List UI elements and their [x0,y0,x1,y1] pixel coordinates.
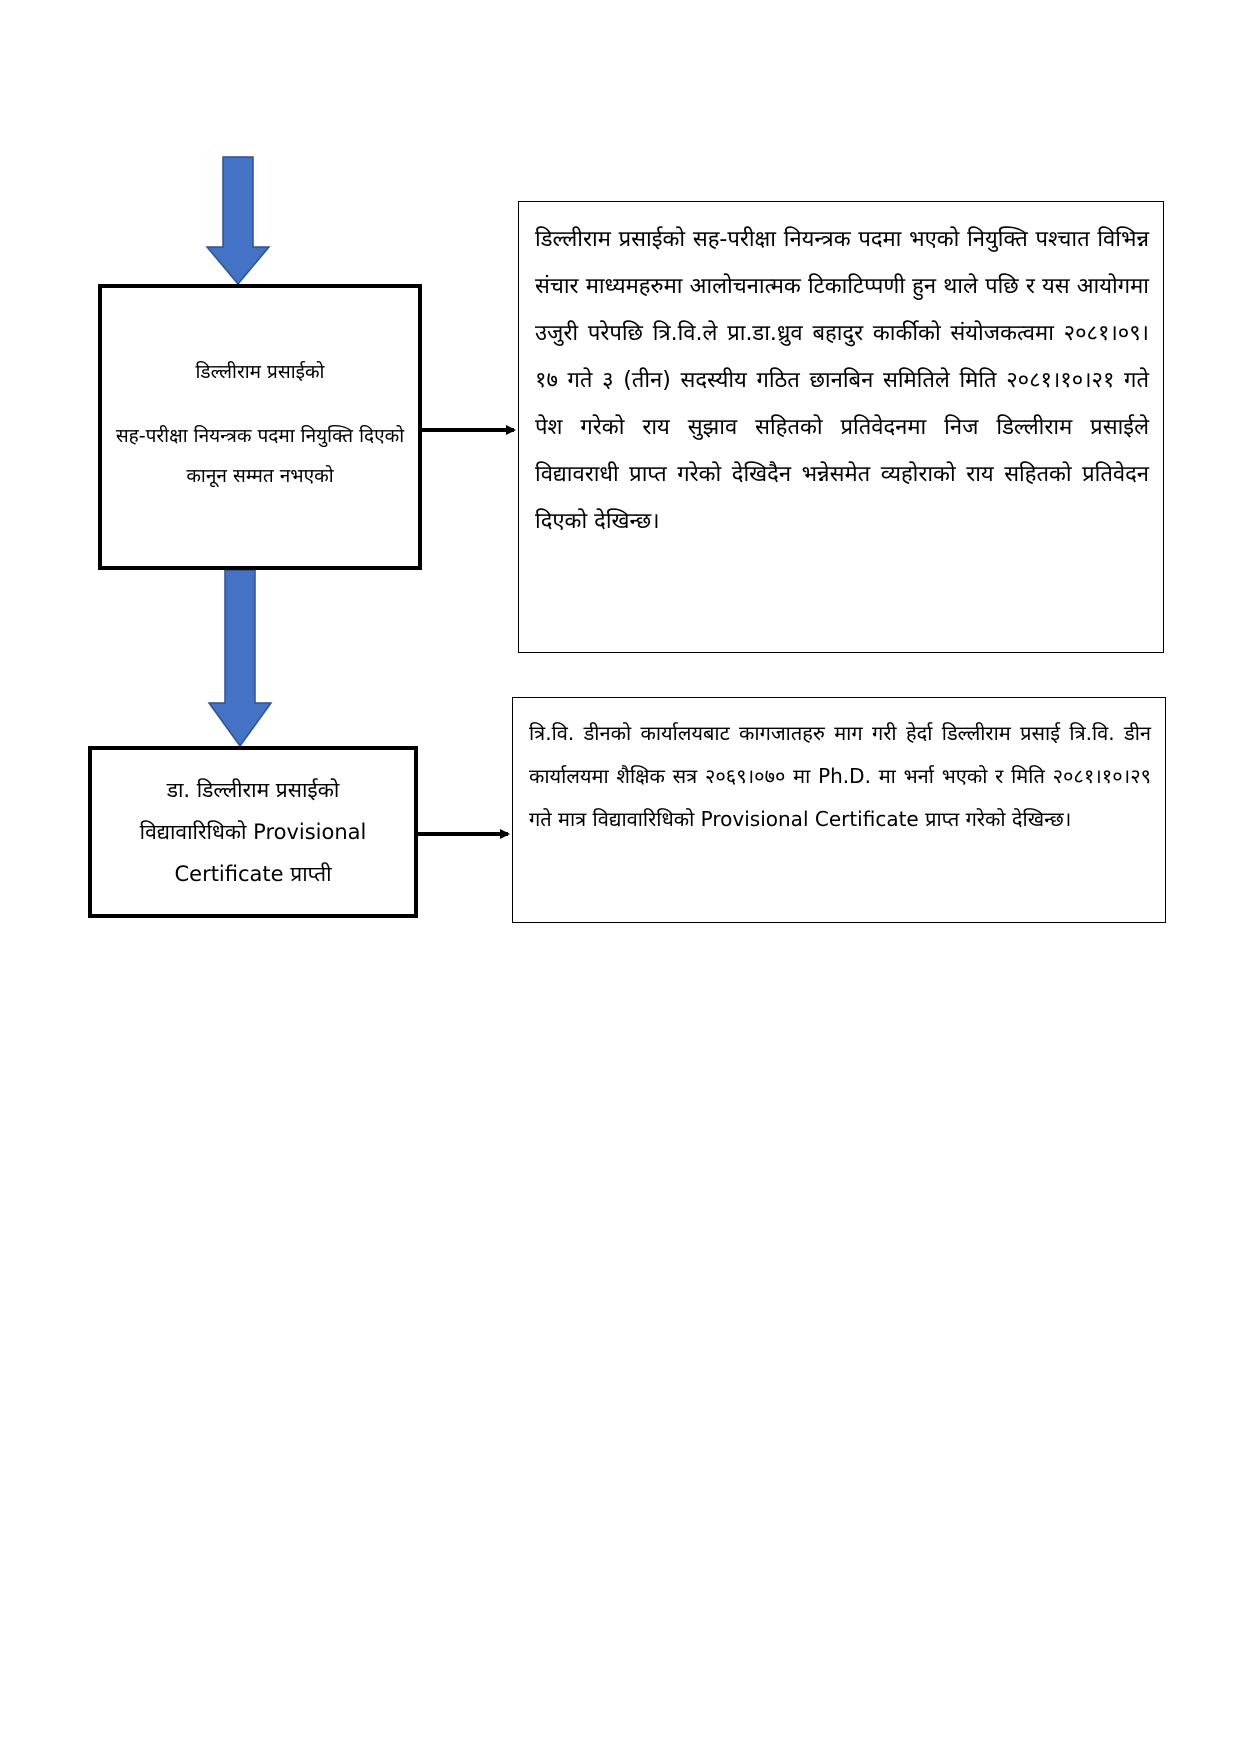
dean-office-text: त्रि.वि. डीनको कार्यालयबाट कागजातहरु माग गरी हेर्दा डिल्लीराम प्रसाई त्रि.वि. डीन कार्यालयमा शैक्षिक सत्र २०६९।०७० मा Ph.D. मा भर्ना भएको र मिति २०८१।१०।२९ गते मात्र विद्यावारिधिको Provisional Certificate प्राप्त गरेको देखिन्छ। [529,721,1151,831]
dean-office-box [512,697,1166,923]
appointment-box [98,284,422,570]
certificate-box-line2: विद्यावारिधिको Provisional [139,820,367,844]
appointment-box-title: डिल्लीराम प्रसाईको [195,361,325,383]
appointment-box-text: सह-परीक्षा नियन्त्रक पदमा नियुक्ति दिएको कानून सम्मत नभएको [115,425,405,487]
committee-report-text: डिल्लीराम प्रसाईको सह-परीक्षा नियन्त्रक पदमा भएको नियुक्ति पश्चात विभिन्न संचार माध्यमहरुमा आलोचनात्मक टिकाटिप्पणी हुन थाले पछि र यस आयोगमा उजुरी परेपछि त्रि.वि.ले प्रा.डा.ध्रुव बहादुर कार्कीको संयोजकत्वमा २०८१।०९।१७ गते ३ (तीन) सदस्यीय गठित छानबिन समितिले मिति २०८१।१०।२१ गते पेश गरेको राय सुझाव सहितको प्रतिवेदनमा निज डिल्लीराम प्रसाईले विद्यावराधी प्राप्त गरेको देखिदैन भन्नेसमेत व्यहोराको राय सहितको प्रतिवेदन दिएको देखिन्छ। [535,227,1149,534]
down-arrow-top [207,157,269,284]
certificate-box-line3: Certificate प्राप्ती [174,862,332,886]
certificate-box-line1: डा. डिल्लीराम प्रसाईको [166,778,340,802]
down-arrow-middle [209,570,271,746]
certificate-box [88,746,418,918]
committee-report-box [518,201,1164,653]
